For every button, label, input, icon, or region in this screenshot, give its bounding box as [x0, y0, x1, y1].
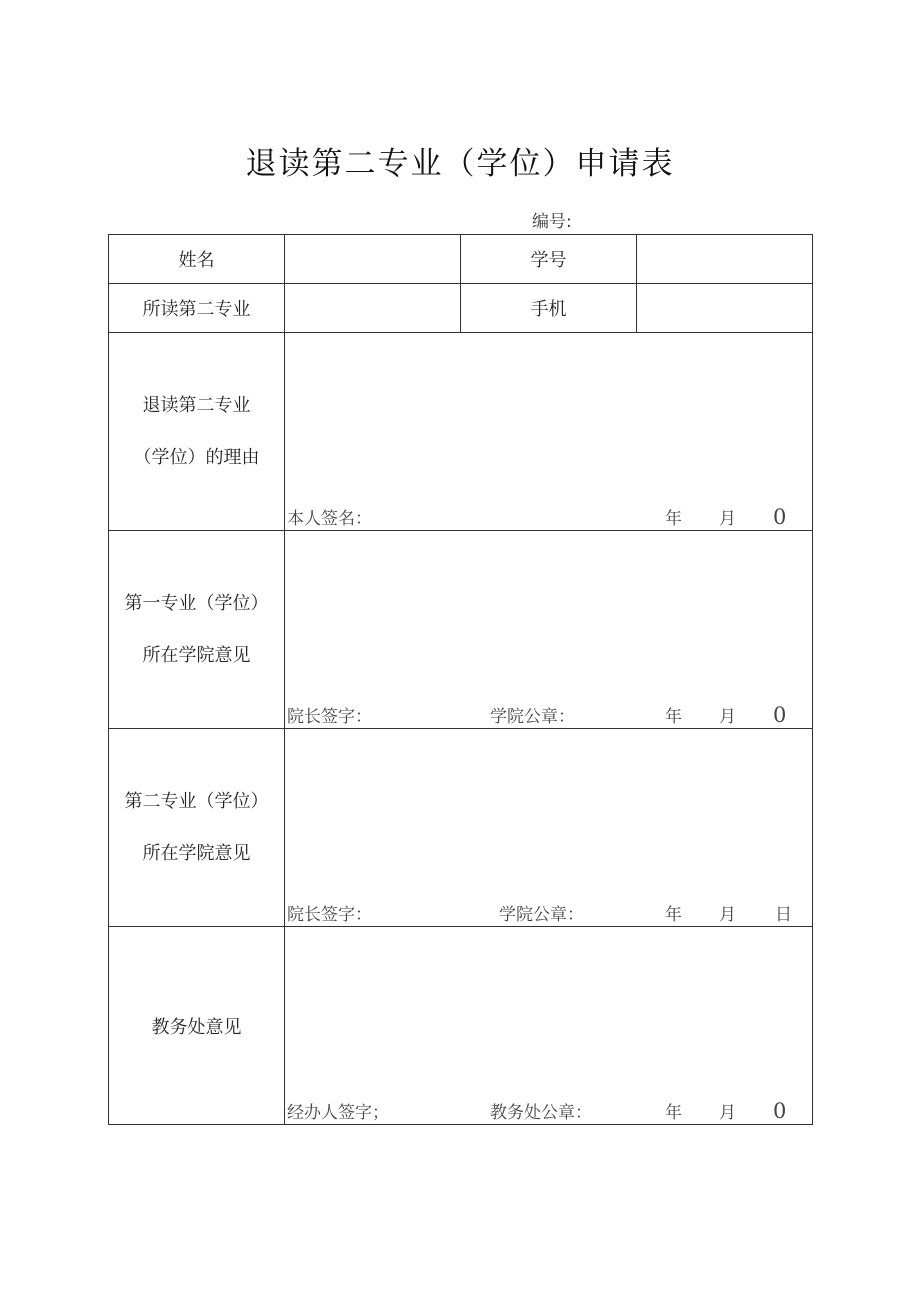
- year-label: 年: [665, 509, 682, 529]
- signature-line: [287, 701, 812, 727]
- serial-number-label: 编号:: [532, 212, 572, 232]
- year-label: 年: [665, 1103, 682, 1123]
- table-row: [109, 927, 813, 1125]
- dean-signature-label: 院长签字：: [287, 707, 372, 727]
- second-major-label: 所读第二专业: [109, 284, 285, 333]
- name-label: 姓名: [109, 235, 285, 284]
- college-seal-label: 学院公章：: [499, 905, 584, 925]
- second-major-field[interactable]: [285, 284, 461, 333]
- academic-affairs-seal-label: 教务处公章：: [490, 1103, 592, 1123]
- table-row: [109, 531, 813, 729]
- signature-line: [287, 1097, 812, 1123]
- day-label: 0: [773, 1099, 787, 1123]
- table-row: [109, 284, 813, 333]
- phone-label: 手机: [461, 284, 637, 333]
- signature-line: [287, 899, 812, 925]
- table-row: [109, 333, 813, 531]
- table-row: [109, 729, 813, 927]
- first-major-college-field[interactable]: [285, 531, 813, 729]
- phone-field[interactable]: [637, 284, 813, 333]
- reason-label: 退读第二专业 （学位）的理由: [109, 333, 285, 531]
- first-major-college-label: 第一专业（学位） 所在学院意见: [109, 531, 285, 729]
- year-label: 年: [665, 905, 682, 925]
- day-label: 0: [773, 505, 787, 529]
- month-label: 月: [719, 707, 736, 727]
- month-label: 月: [719, 509, 736, 529]
- academic-affairs-label: 教务处意见: [109, 927, 285, 1125]
- dean-signature-label: 院长签字：: [287, 905, 372, 925]
- day-label: 日: [775, 905, 792, 925]
- applicant-signature-label: 本人签名：: [287, 509, 372, 529]
- student-id-label: 学号: [461, 235, 637, 284]
- month-label: 月: [719, 1103, 736, 1123]
- form-title: 退读第二专业（学位）申请表: [245, 146, 675, 182]
- month-label: 月: [719, 905, 736, 925]
- name-field[interactable]: [285, 235, 461, 284]
- academic-affairs-field[interactable]: [285, 927, 813, 1125]
- day-label: 0: [773, 703, 787, 727]
- reason-field[interactable]: [285, 333, 813, 531]
- handler-signature-label: 经办人签字；: [287, 1103, 389, 1123]
- second-major-college-field[interactable]: [285, 729, 813, 927]
- application-form-table: [108, 234, 813, 1125]
- student-id-field[interactable]: [637, 235, 813, 284]
- second-major-college-label: 第二专业（学位） 所在学院意见: [109, 729, 285, 927]
- signature-line: [287, 503, 812, 529]
- table-row: [109, 235, 813, 284]
- college-seal-label: 学院公章：: [490, 707, 575, 727]
- year-label: 年: [665, 707, 682, 727]
